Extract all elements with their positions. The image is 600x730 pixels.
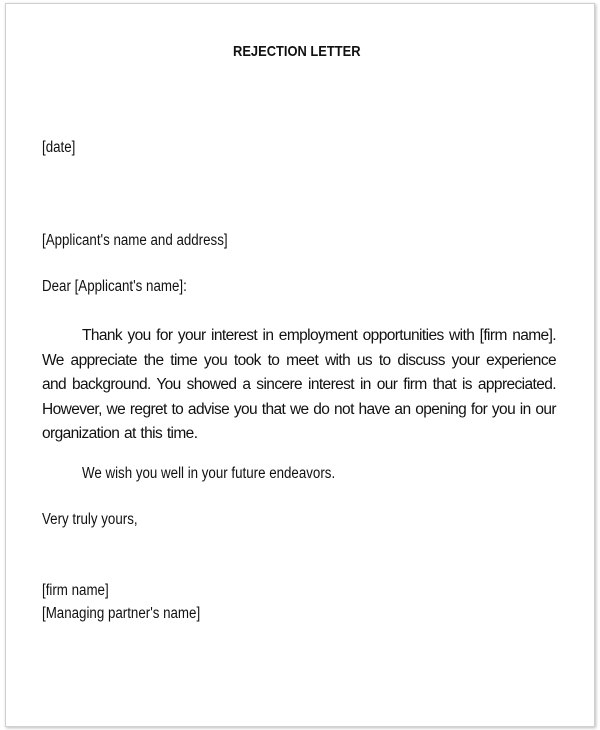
closing: Very truly yours, (42, 511, 138, 528)
date-placeholder: [date] (42, 139, 76, 156)
salutation: Dear [Applicant's name]: (42, 278, 187, 295)
body-paragraph: Thank you for your interest in employment opportunities with [firm name]. We appreciate the time you took to meet with us to discuss your experience and background. You showed a sincere interest in our firm that is appreciated. However, we regret to advise you that we do not have an opening for you in our organization at this time. (42, 327, 556, 442)
closing-paragraph: We wish you well in your future endeavors. (82, 465, 336, 482)
address-placeholder: [Applicant's name and address] (42, 232, 228, 249)
firm-name: [firm name] (42, 582, 109, 599)
signer-name: [Managing partner's name] (42, 605, 201, 622)
letter-title: REJECTION LETTER (233, 43, 361, 60)
